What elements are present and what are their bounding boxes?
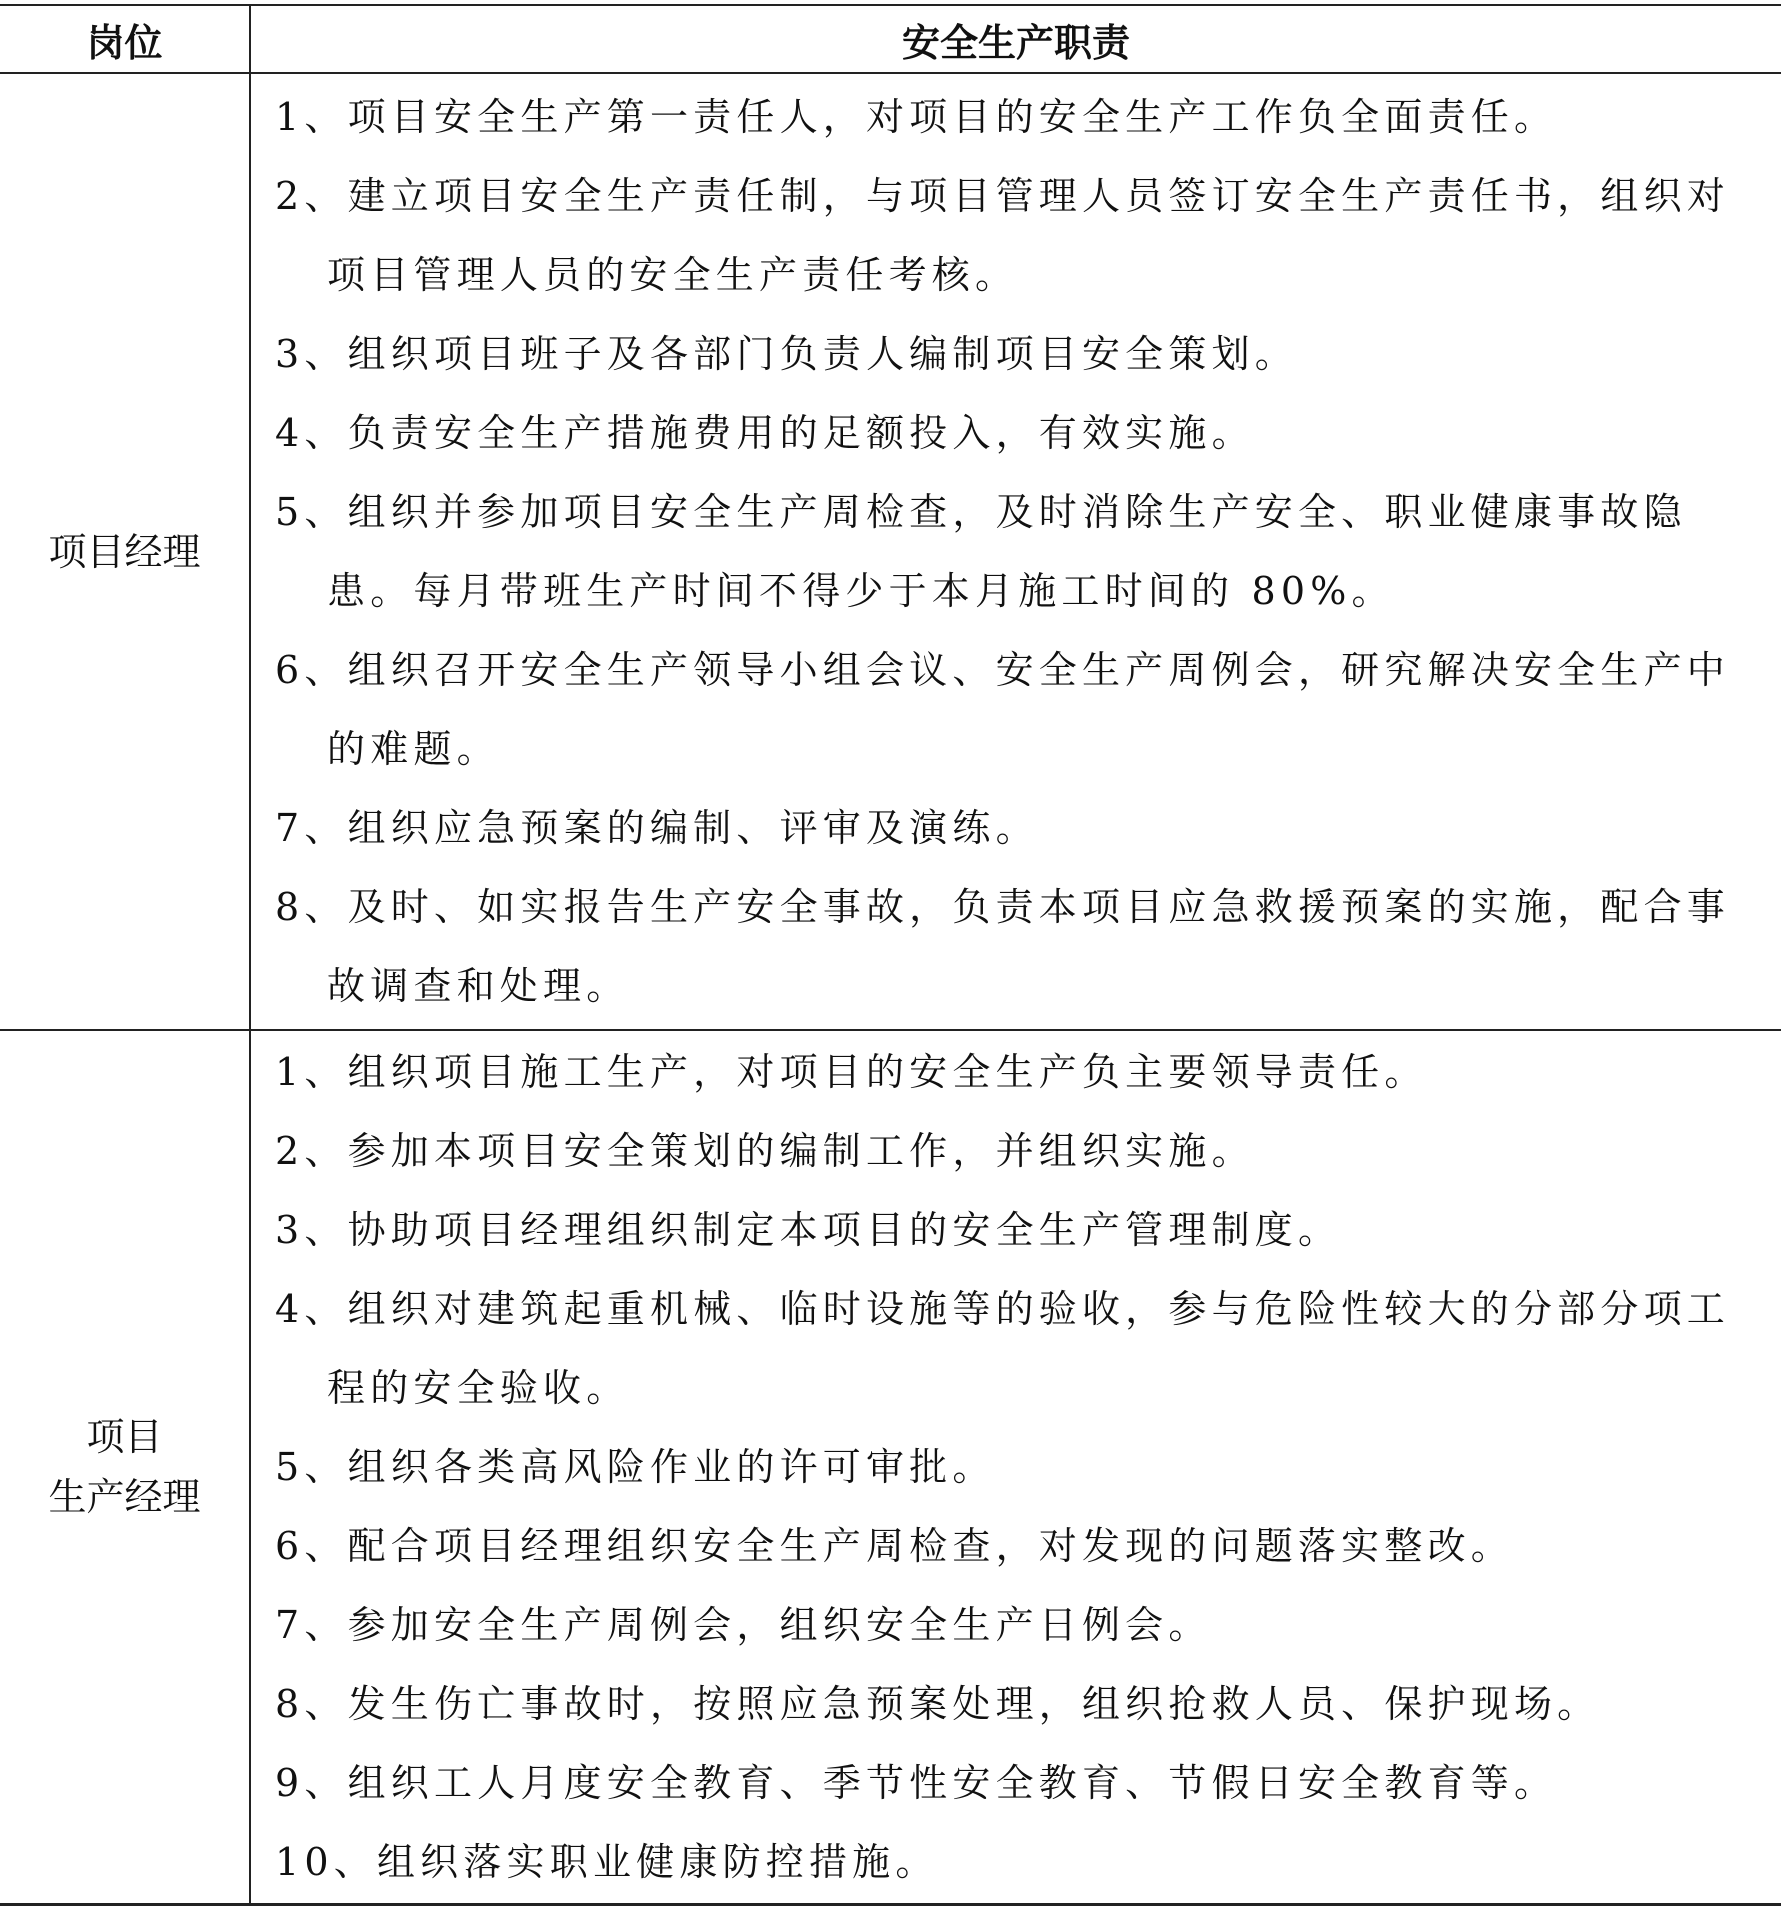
role-cell: [0, 1030, 250, 1905]
duty-item: 7、参加安全生产周例会，组织安全生产日例会。: [275, 1602, 1212, 1647]
table-header-row: [0, 5, 1781, 73]
duty-item: 10、组织落实职业健康防控措施。: [275, 1839, 939, 1884]
duties-cell: [250, 73, 1781, 1030]
duty-item: 8、发生伤亡事故时，按照应急预案处理，组织抢救人员、保护现场。: [275, 1681, 1601, 1726]
duty-item: 5、组织各类高风险作业的许可审批。: [275, 1444, 996, 1489]
duty-item: 1、项目安全生产第一责任人，对项目的安全生产工作负全面责任。: [275, 94, 1558, 139]
duty-item: 1、组织项目施工生产，对项目的安全生产负主要领导责任。: [275, 1049, 1428, 1094]
duty-item: 4、负责安全生产措施费用的足额投入，有效实施。: [275, 410, 1255, 455]
table-row: [0, 1030, 1781, 1905]
duty-item: 6、组织召开安全生产领导小组会议、安全生产周例会，研究解决安全生产中的难题。: [275, 647, 1730, 771]
duty-item: 4、组织对建筑起重机械、临时设施等的验收，参与危险性较大的分部分项工程的安全验收。: [275, 1286, 1730, 1410]
duty-item: 7、组织应急预案的编制、评审及演练。: [275, 805, 1039, 850]
duty-item: 2、建立项目安全生产责任制，与项目管理人员签订安全生产责任书，组织对项目管理人员的安全生产责任考核。: [275, 173, 1730, 297]
duty-item: 6、配合项目经理组织安全生产周检查，对发现的问题落实整改。: [275, 1523, 1514, 1568]
duty-item: 5、组织并参加项目安全生产周检查，及时消除生产安全、职业健康事故隐患。每月带班生产时间不得少于本月施工时间的 80%。: [275, 489, 1687, 613]
duty-item: 3、协助项目经理组织制定本项目的安全生产管理制度。: [275, 1207, 1342, 1252]
duty-list: [275, 1033, 1759, 1902]
duty-item: 3、组织项目班子及各部门负责人编制项目安全策划。: [275, 331, 1298, 376]
header-role: 岗位: [0, 5, 250, 73]
role-cell: [0, 73, 250, 1030]
safety-duty-table: [0, 4, 1781, 1906]
role-name-line: 项目经理: [48, 529, 201, 574]
duty-item: 8、及时、如实报告生产安全事故，负责本项目应急救援预案的实施，配合事故调查和处理。: [275, 884, 1730, 1008]
role-name-line: 生产经理: [48, 1475, 201, 1519]
role-name-line: 项目: [86, 1415, 163, 1459]
duties-cell: [250, 1030, 1781, 1905]
duty-item: 2、参加本项目安全策划的编制工作，并组织实施。: [275, 1128, 1255, 1173]
duty-list: [275, 78, 1759, 1026]
duty-item: 9、组织工人月度安全教育、季节性安全教育、节假日安全教育等。: [275, 1760, 1558, 1805]
table-row: [0, 73, 1781, 1030]
header-duty: 安全生产职责: [250, 5, 1781, 73]
